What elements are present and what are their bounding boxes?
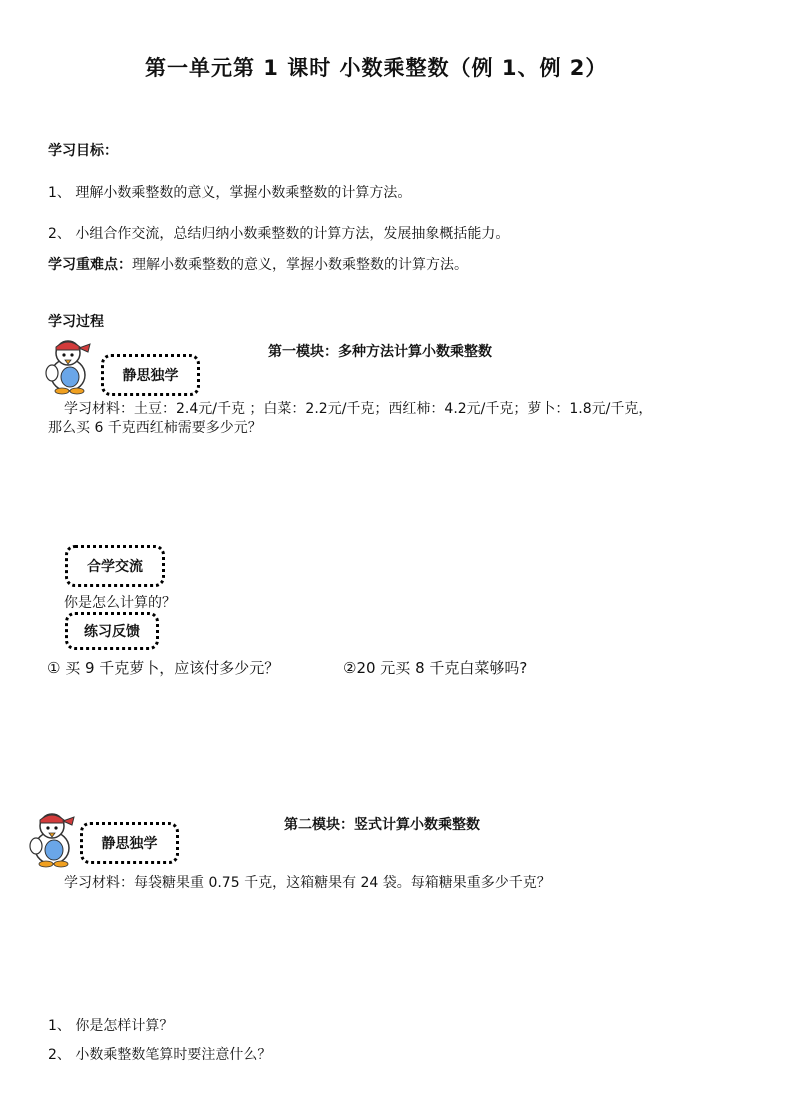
module1-material-line2: 那么买 6 千克西红柿需要多少元？ <box>48 420 262 436</box>
discuss-box: 合学交流 <box>65 545 165 587</box>
module1-material-line1: 学习材料：土豆：2.4元/千克 ；白菜：2.2元/千克；西红柿：4.2元/千克；萝卜：1.8元/千克， <box>64 401 653 417</box>
objectives-heading: 学习目标： <box>48 143 118 159</box>
page-title: 第一单元第 1 课时 小数乘整数（例 1、例 2） <box>145 56 608 80</box>
key-points-label: 学习重难点： <box>48 257 132 273</box>
practice-question-2: ②20 元买 8 千克白菜够吗? <box>343 659 528 677</box>
key-points-text: 理解小数乘整数的意义，掌握小数乘整数的计算方法。 <box>132 257 468 273</box>
module2-question-1: 1、 你是怎样计算？ <box>48 1018 174 1034</box>
objective-item-2: 2、 小组合作交流，总结归纳小数乘整数的计算方法，发展抽象概括能力。 <box>48 226 510 242</box>
objective-item-1: 1、 理解小数乘整数的意义，掌握小数乘整数的计算方法。 <box>48 185 412 201</box>
key-points <box>48 254 468 274</box>
module2-question-2: 2、 小数乘整数笔算时要注意什么？ <box>48 1047 272 1063</box>
module1-title: 第一模块：多种方法计算小数乘整数 <box>268 344 492 360</box>
module2-self-study-box: 静思独学 <box>80 822 179 864</box>
practice-box: 练习反馈 <box>65 612 159 650</box>
penguin-mascot-icon <box>44 335 106 395</box>
discuss-question: 你是怎么计算的？ <box>64 595 176 611</box>
process-heading: 学习过程 <box>48 314 104 330</box>
module1-self-study-box: 静思独学 <box>101 354 200 396</box>
practice-question-1: ① 买 9 千克萝卜，应该付多少元？ <box>47 659 280 677</box>
module2-material: 学习材料：每袋糖果重 0.75 千克，这箱糖果有 24 袋。每箱糖果重多少千克？ <box>64 875 551 891</box>
module2-title: 第二模块：竖式计算小数乘整数 <box>284 817 480 833</box>
